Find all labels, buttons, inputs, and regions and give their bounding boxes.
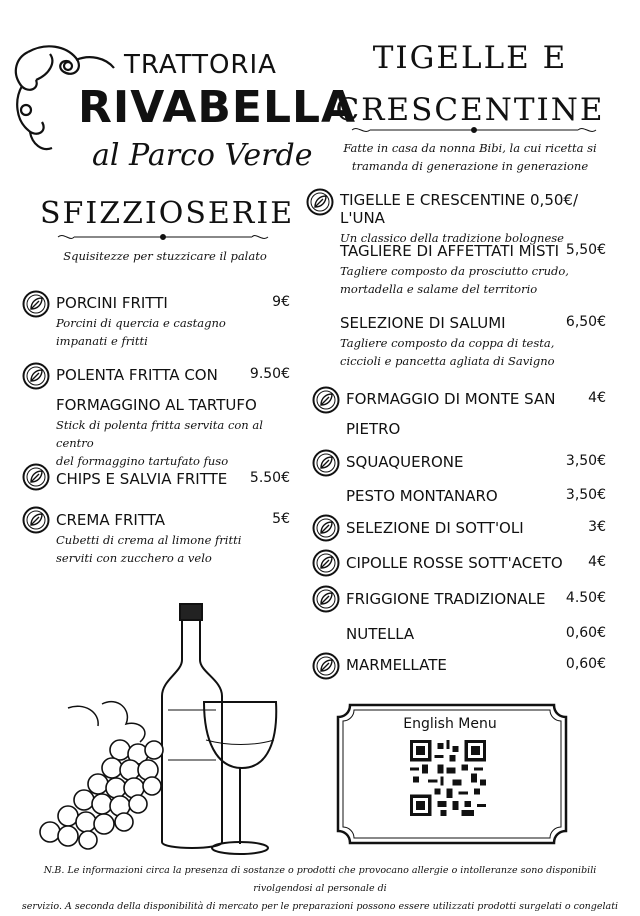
item-price: 9€: [272, 294, 290, 310]
menu-item-salumi: [340, 314, 606, 370]
item-price: 0,60€: [565, 625, 606, 641]
item-price: 5,50€: [565, 242, 606, 258]
menu-item-friggione: [340, 590, 606, 608]
item-title-line2: FORMAGGINO AL TARTUFO: [56, 396, 257, 414]
item-description: Porcini di quercia e castagno impanati e fritti: [56, 316, 226, 348]
leaf-icon: [22, 362, 50, 390]
menu-item-polenta: [56, 366, 290, 470]
english-menu-label: English Menu: [403, 716, 497, 732]
item-price: 4€: [588, 390, 606, 406]
item-title: FRIGGIONE TRADIZIONALE: [346, 590, 546, 608]
item-price: 9.50€: [249, 366, 290, 382]
item-title: CREMA FRITTA: [56, 511, 165, 529]
item-title: PORCINI FRITTI: [56, 294, 168, 312]
item-price: 3,50€: [565, 487, 606, 503]
brand-subtitle: al Parco Verde: [92, 138, 313, 173]
menu-item-squaquerone: [340, 453, 606, 471]
leaf-icon: [312, 449, 340, 477]
leaf-icon: [312, 514, 340, 542]
brand-top-text: TRATTORIA: [124, 50, 277, 80]
item-price: 3,50€: [565, 453, 606, 469]
left-divider: [56, 232, 270, 242]
menu-item-marmellate: [340, 656, 606, 674]
leaf-icon: [312, 386, 340, 414]
leaf-icon: [22, 463, 50, 491]
leaf-icon: [22, 290, 50, 318]
item-price: 6,50€: [565, 314, 606, 330]
item-price: 5€: [272, 511, 290, 527]
item-title: MARMELLATE: [346, 656, 447, 674]
menu-item-tigelle: [340, 191, 606, 247]
left-section-title: SFIZZIOSERIE: [40, 196, 295, 231]
item-title-line2: PIETRO: [346, 420, 401, 438]
leaf-icon: [22, 506, 50, 534]
item-price: 3€: [588, 519, 606, 535]
item-description: Tagliere composto da prosciutto crudo, mortadella e salame del territorio: [340, 264, 569, 296]
item-title: TAGLIERE DI AFFETTATI MISTI: [340, 242, 560, 260]
menu-item-porcini: [56, 294, 290, 350]
menu-item-pesto: [340, 487, 606, 505]
item-title: PESTO MONTANARO: [346, 487, 498, 505]
item-title: SELEZIONE DI SOTT'OLI: [346, 519, 524, 537]
item-title: POLENTA FRITTA CON: [56, 366, 218, 384]
menu-item-formaggio: [340, 390, 606, 438]
menu-item-tagliere: [340, 242, 606, 298]
leaf-icon: [312, 585, 340, 613]
leaf-icon: [306, 188, 334, 216]
item-title: CIPOLLE ROSSE SOTT'ACETO: [346, 554, 563, 572]
right-divider: [350, 125, 598, 135]
item-description: Un classico della tradizione bolognese: [340, 231, 564, 245]
qr-code-icon[interactable]: [410, 740, 486, 816]
leaf-icon: [312, 549, 340, 577]
right-section-title-line1: TIGELLE E: [372, 40, 568, 76]
menu-item-nutella: [340, 625, 606, 643]
brand-name: RIVABELLA: [78, 82, 357, 133]
item-description: Cubetti di crema al limone fritti serviti con zucchero a velo: [56, 533, 242, 565]
left-section-subtitle: Squisitezze per stuzzicare il palato: [63, 249, 267, 263]
item-title: FORMAGGIO DI MONTE SAN: [346, 390, 556, 408]
wine-bottle-glass-grapes-icon: [28, 600, 288, 860]
menu-item-crema: [56, 511, 290, 567]
menu-item-cipolle: [340, 554, 606, 572]
item-description: Tagliere composto da coppa di testa, ciccioli e pancetta agliata di Savigno: [340, 336, 555, 368]
allergen-footnote: N.B. Le informazioni circa la presenza di sostanze o prodotti che provocano allergie o intolleranze sono disponibili rivolgendosi al personale di servizio. A seconda della disponibilità di mercato per le preparazioni possono essere utilizzati prodotti surgelati o congelati: [21, 865, 619, 912]
item-title: NUTELLA: [346, 625, 415, 643]
right-section-title-line2: CRESCENTINE: [335, 92, 605, 128]
menu-item-sottoli: [340, 519, 606, 537]
right-section-subtitle: Fatte in casa da nonna Bibi, la cui ricetta si tramanda di generazione in generazione: [343, 141, 597, 173]
item-title: CHIPS E SALVIA FRITTE: [56, 470, 228, 488]
item-price: 0,60€: [565, 656, 606, 672]
menu-item-chips: [56, 470, 290, 488]
item-title: TIGELLE E CRESCENTINE 0,50€/ L'UNA: [340, 191, 579, 227]
item-price: 5.50€: [249, 470, 290, 486]
item-title: SELEZIONE DI SALUMI: [340, 314, 506, 332]
item-description: Stick di polenta fritta servita con al centro del formaggino tartufato fuso: [56, 418, 263, 468]
item-price: 4€: [588, 554, 606, 570]
item-title: SQUAQUERONE: [346, 453, 464, 471]
leaf-icon: [312, 652, 340, 680]
item-price: 4.50€: [565, 590, 606, 606]
